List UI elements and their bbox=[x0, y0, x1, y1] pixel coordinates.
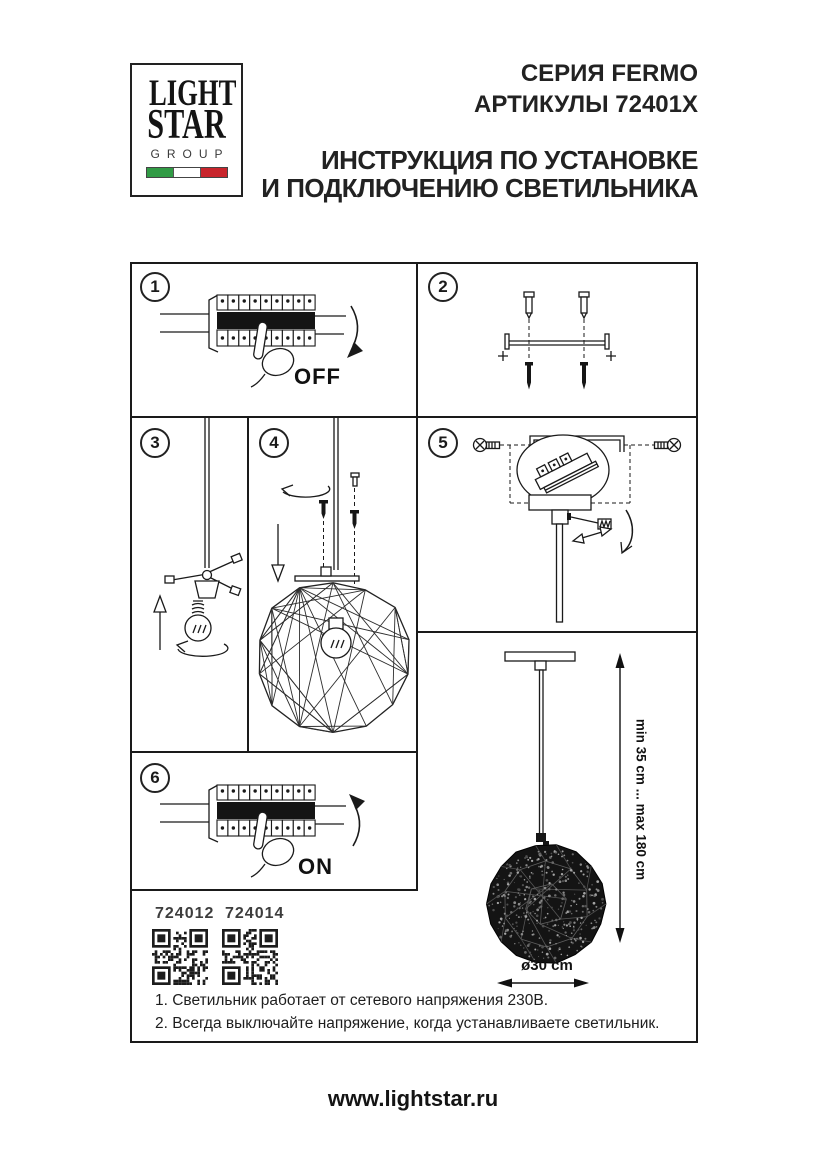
logo-light-text: LIGHT bbox=[148, 73, 237, 114]
step1-breaker-off-illustration bbox=[132, 264, 416, 414]
perforated-sphere-shade bbox=[487, 841, 606, 963]
article-number: АРТИКУЛЫ 72401X bbox=[474, 91, 698, 118]
step2-mounting-kit-illustration bbox=[418, 264, 696, 414]
flag-white bbox=[173, 168, 201, 177]
safety-notes bbox=[155, 989, 695, 1035]
rotate-arrow-icon bbox=[621, 510, 632, 553]
qr-code-724012 bbox=[152, 929, 208, 985]
set-screw-icon bbox=[571, 517, 611, 529]
note-2: 2. Всегда выключайте напряжение, когда устанавливаете светильник. bbox=[155, 1015, 660, 1032]
arrow-up-icon bbox=[154, 596, 166, 650]
mounting-bracket-icon bbox=[498, 334, 616, 361]
logo-group-text: GROUP bbox=[150, 147, 230, 161]
logo-star-text: STAR bbox=[147, 102, 226, 148]
step5-canopy-illustration bbox=[418, 418, 696, 630]
diameter-label: ø30 cm bbox=[521, 957, 573, 974]
step-3-badge: 3 bbox=[140, 428, 170, 458]
pendant-rod bbox=[557, 524, 563, 622]
step-6-badge: 6 bbox=[140, 763, 170, 793]
ceiling-plate bbox=[505, 652, 575, 661]
spider-fitter-icon bbox=[165, 553, 242, 598]
step-2-badge: 2 bbox=[428, 272, 458, 302]
flag-red bbox=[201, 168, 227, 177]
divider-horizontal-step6-top bbox=[130, 751, 418, 753]
rotate-arrow-icon bbox=[177, 641, 228, 656]
diameter-dimension-arrow bbox=[497, 979, 589, 988]
header-series-block bbox=[474, 58, 698, 120]
pendant-dimension-illustration bbox=[418, 633, 696, 1041]
canopy-plate bbox=[529, 495, 591, 510]
series-name: СЕРИЯ FERMO bbox=[520, 60, 698, 87]
qr-code-label-724012: 724012 bbox=[155, 905, 215, 922]
lightstar-logo bbox=[130, 63, 243, 197]
document-title bbox=[261, 146, 698, 202]
qr-code-724014 bbox=[222, 929, 278, 985]
step-4-badge: 4 bbox=[259, 428, 289, 458]
step-1-badge: 1 bbox=[140, 272, 170, 302]
italian-flag-icon bbox=[146, 167, 228, 178]
title-line-1: ИНСТРУКЦИЯ ПО УСТАНОВКЕ bbox=[320, 145, 698, 175]
website-link: www.lightstar.ru bbox=[327, 1086, 499, 1111]
wall-anchor-icon bbox=[524, 292, 589, 318]
flag-green bbox=[147, 168, 173, 177]
step6-breaker-on-illustration bbox=[132, 754, 416, 888]
screw-icon bbox=[525, 362, 588, 390]
screw-icon bbox=[319, 473, 359, 529]
rotate-arrow-icon bbox=[282, 485, 330, 497]
title-line-2: И ПОДКЛЮЧЕНИЮ СВЕТИЛЬНИКА bbox=[261, 173, 698, 203]
divider-horizontal-step6-bottom bbox=[130, 889, 418, 891]
arrow-down-icon bbox=[272, 524, 284, 581]
double-arrow-icon bbox=[573, 527, 611, 543]
arrow-up-icon bbox=[349, 794, 365, 846]
light-bulb-icon bbox=[185, 601, 211, 641]
note-1: 1. Светильник работает от сетевого напряжения 230В. bbox=[155, 992, 549, 1009]
height-dimension-arrow bbox=[616, 653, 625, 943]
off-label: OFF bbox=[294, 364, 341, 389]
height-range-label: min 35 cm ... max 180 cm bbox=[633, 718, 649, 881]
arrow-down-icon bbox=[347, 306, 363, 358]
step-5-badge: 5 bbox=[428, 428, 458, 458]
qr-code-label-724014: 724014 bbox=[225, 905, 285, 922]
step4-shade-install-illustration bbox=[249, 418, 416, 750]
step3-bulb-install-illustration bbox=[132, 418, 247, 750]
suspension-rod bbox=[540, 670, 544, 834]
on-label: ON bbox=[298, 854, 333, 879]
